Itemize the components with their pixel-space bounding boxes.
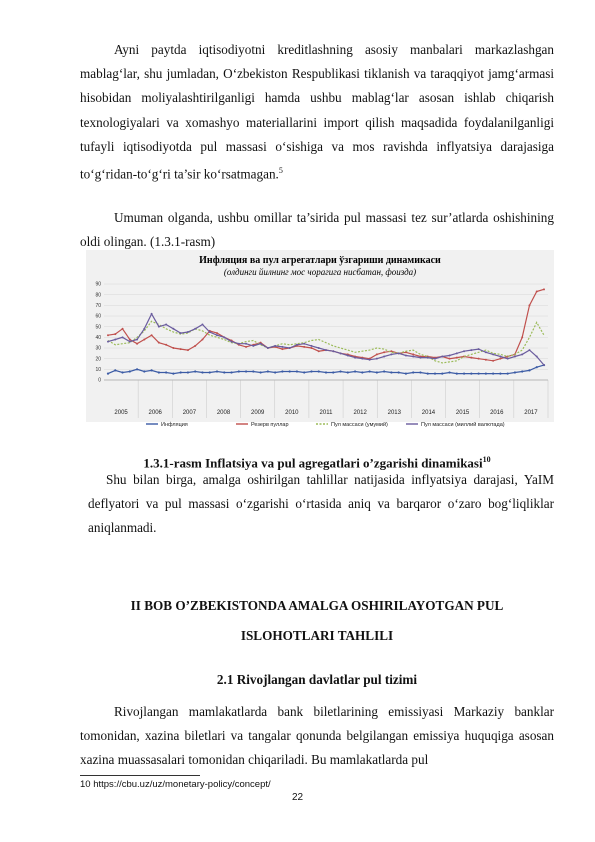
data-point bbox=[514, 356, 516, 358]
footnote-ref-10[interactable]: 10 bbox=[482, 455, 491, 464]
data-point bbox=[456, 352, 458, 354]
data-point bbox=[427, 373, 429, 375]
data-point bbox=[514, 371, 516, 373]
data-point bbox=[274, 345, 276, 347]
data-point bbox=[158, 342, 160, 344]
section-title: 2.1 Rivojlangan davlatlar pul tizimi bbox=[216, 672, 418, 687]
legend-label: Резерв пуллар bbox=[251, 422, 289, 428]
paragraph-analysis-results: Shu bilan birga, amalga oshirilgan tahlillar natijasida inflyatsiya darajasi, YaIM deflyatori va pul massasi o‘zgarishi o‘rtasida aniq va barqaror o‘zaro bog‘liqliklar aniqlanmadi. bbox=[88, 472, 554, 536]
data-point bbox=[536, 356, 538, 358]
data-point bbox=[383, 370, 385, 372]
data-point bbox=[180, 371, 182, 373]
data-point bbox=[347, 354, 349, 356]
y-tick-label: 80 bbox=[95, 292, 101, 299]
data-point bbox=[492, 373, 494, 375]
data-point bbox=[383, 351, 385, 353]
data-point bbox=[187, 371, 189, 373]
data-point bbox=[470, 357, 472, 359]
x-year-label: 2009 bbox=[251, 410, 265, 416]
data-point bbox=[107, 341, 109, 343]
data-point bbox=[216, 334, 218, 336]
data-point bbox=[267, 347, 269, 349]
data-point bbox=[318, 347, 320, 349]
data-point bbox=[303, 346, 305, 348]
data-point bbox=[340, 352, 342, 354]
data-point bbox=[434, 358, 436, 360]
data-point bbox=[376, 353, 378, 355]
data-point bbox=[339, 370, 341, 372]
data-point bbox=[492, 353, 494, 355]
data-point bbox=[252, 370, 254, 372]
data-point bbox=[318, 350, 320, 352]
data-point bbox=[463, 373, 465, 375]
data-point bbox=[172, 347, 174, 349]
x-year-label: 2006 bbox=[148, 410, 162, 416]
data-point bbox=[296, 344, 298, 346]
data-point bbox=[114, 338, 116, 340]
data-point bbox=[463, 350, 465, 352]
data-point bbox=[180, 332, 182, 334]
data-point bbox=[310, 347, 312, 349]
x-year-label: 2010 bbox=[285, 410, 299, 416]
data-point bbox=[332, 371, 334, 373]
data-point bbox=[296, 370, 298, 372]
data-point bbox=[456, 357, 458, 359]
data-point bbox=[245, 346, 247, 348]
y-tick-label: 30 bbox=[95, 345, 101, 352]
data-point bbox=[528, 369, 530, 371]
data-point bbox=[369, 359, 371, 361]
data-point bbox=[528, 304, 530, 306]
x-year-label: 2013 bbox=[387, 410, 401, 416]
legend-label: Пул массаси (миллий валютада) bbox=[421, 422, 505, 428]
x-year-label: 2008 bbox=[216, 410, 231, 416]
data-point bbox=[485, 351, 487, 353]
data-point bbox=[245, 343, 247, 345]
data-point bbox=[536, 366, 538, 368]
data-point bbox=[449, 358, 451, 360]
data-point bbox=[521, 353, 523, 355]
chart-subtitle: (олдинги йилнинг мос чорагига нисбатан, фоизда) bbox=[223, 267, 417, 277]
data-point bbox=[230, 371, 232, 373]
data-point bbox=[165, 371, 167, 373]
data-point bbox=[136, 343, 138, 345]
data-point bbox=[361, 358, 363, 360]
data-point bbox=[180, 348, 182, 350]
data-point bbox=[507, 373, 509, 375]
data-point bbox=[158, 326, 160, 328]
data-point bbox=[245, 370, 247, 372]
data-point bbox=[398, 352, 400, 354]
legend-label: Пул массаси (умумий) bbox=[331, 422, 388, 428]
data-point bbox=[470, 349, 472, 351]
data-point bbox=[478, 348, 480, 350]
data-point bbox=[354, 357, 356, 359]
data-point bbox=[376, 371, 378, 373]
data-point bbox=[448, 371, 450, 373]
data-point bbox=[543, 288, 545, 290]
data-point bbox=[194, 345, 196, 347]
data-point bbox=[543, 364, 545, 366]
data-point bbox=[412, 371, 414, 373]
data-point bbox=[143, 370, 145, 372]
data-point bbox=[209, 371, 211, 373]
data-point bbox=[281, 370, 283, 372]
y-tick-label: 60 bbox=[95, 313, 101, 320]
data-point bbox=[151, 369, 153, 371]
data-point bbox=[485, 373, 487, 375]
data-point bbox=[158, 371, 160, 373]
paragraph-money-supply: Umuman olganda, ushbu omillar ta’sirida pul massasi tez sur’atlarda oshishining oldi olingan. (1.3.1-rasm) bbox=[80, 210, 554, 250]
data-point bbox=[507, 358, 509, 360]
data-point bbox=[216, 370, 218, 372]
data-point bbox=[390, 353, 392, 355]
chapter-title-line1: II BOB O’ZBEKISTONDA AMALGA OSHIRILAYOTGAN PUL bbox=[130, 598, 504, 613]
data-point bbox=[427, 357, 429, 359]
data-point bbox=[201, 324, 203, 326]
footnote-10[interactable]: 10 https://cbu.uz/uz/monetary-policy/concept/ bbox=[80, 779, 271, 790]
data-point bbox=[143, 328, 145, 330]
data-point bbox=[223, 336, 225, 338]
data-point bbox=[332, 350, 334, 352]
x-year-label: 2017 bbox=[524, 410, 538, 416]
data-point bbox=[143, 338, 145, 340]
data-point bbox=[412, 353, 414, 355]
x-year-label: 2015 bbox=[455, 410, 470, 416]
data-point bbox=[165, 344, 167, 346]
y-tick-label: 20 bbox=[95, 356, 101, 363]
data-point bbox=[129, 370, 131, 372]
data-point bbox=[194, 370, 196, 372]
y-tick-label: 90 bbox=[95, 281, 101, 288]
x-year-label: 2016 bbox=[490, 410, 504, 416]
data-point bbox=[361, 371, 363, 373]
data-point bbox=[121, 371, 123, 373]
inflation-chart bbox=[86, 250, 554, 428]
data-point bbox=[485, 359, 487, 361]
caption-text: 1.3.1-rasm Inflatsiya va pul agregatlari o’zgarishi dinamikasi bbox=[143, 455, 483, 471]
y-tick-label: 50 bbox=[95, 324, 101, 331]
data-point bbox=[405, 373, 407, 375]
data-point bbox=[478, 373, 480, 375]
series-line-2 bbox=[108, 321, 544, 363]
data-point bbox=[499, 373, 501, 375]
x-year-label: 2007 bbox=[182, 410, 197, 416]
data-point bbox=[419, 357, 421, 359]
y-tick-label: 70 bbox=[95, 303, 101, 310]
data-point bbox=[165, 324, 167, 326]
data-point bbox=[194, 328, 196, 330]
data-point bbox=[419, 371, 421, 373]
data-point bbox=[238, 343, 240, 345]
data-point bbox=[136, 368, 138, 370]
data-point bbox=[274, 371, 276, 373]
data-point bbox=[172, 373, 174, 375]
chart-svg bbox=[86, 250, 554, 428]
data-point bbox=[521, 336, 523, 338]
data-point bbox=[441, 356, 443, 358]
legend-label: Инфляция bbox=[161, 422, 188, 428]
data-point bbox=[260, 343, 262, 345]
data-point bbox=[238, 370, 240, 372]
data-point bbox=[390, 371, 392, 373]
data-point bbox=[122, 336, 124, 338]
data-point bbox=[281, 348, 283, 350]
data-point bbox=[405, 354, 407, 356]
data-point bbox=[434, 373, 436, 375]
chart-title: Инфляция ва пул агрегатлари ўзгариши динамикаси bbox=[199, 255, 441, 266]
data-point bbox=[318, 370, 320, 372]
data-point bbox=[114, 333, 116, 335]
footnote-separator bbox=[80, 775, 200, 776]
data-point bbox=[187, 349, 189, 351]
data-point bbox=[129, 341, 131, 343]
data-point bbox=[449, 354, 451, 356]
data-point bbox=[521, 370, 523, 372]
paragraph-text: Ayni paytda iqtisodiyotni kreditlashning asosiy manbalari markazlashgan mablag‘lar, shu jumladan, O‘zbekiston Respublikasi tiklanish va taraqqiyot jamg‘armasi hisobidan moliyalashtirilganligi hamda ushbu mablag‘lar asosan ishlab chiqarish texnologiyalari va xomashyo materiallarini import qilish maqsadida foydalanilganligi tufayli iqtisodiyotda pul massasi o‘sishiga va mos ravishda inflyatsiya darajasiga to‘g‘ridan-to‘g‘ri ta’sir ko‘rsatmagan. bbox=[80, 42, 554, 182]
data-point bbox=[528, 349, 530, 351]
data-point bbox=[492, 360, 494, 362]
y-tick-label: 10 bbox=[95, 367, 101, 374]
data-point bbox=[289, 370, 291, 372]
data-point bbox=[470, 373, 472, 375]
series-line-3 bbox=[108, 314, 544, 365]
data-point bbox=[267, 370, 269, 372]
data-point bbox=[289, 347, 291, 349]
data-point bbox=[303, 371, 305, 373]
data-point bbox=[310, 370, 312, 372]
data-point bbox=[441, 373, 443, 375]
data-point bbox=[310, 345, 312, 347]
x-year-label: 2005 bbox=[114, 410, 128, 416]
data-point bbox=[114, 369, 116, 371]
chapter-title-line2: ISLOHOTLARI TAHLILI bbox=[240, 628, 394, 643]
data-point bbox=[201, 338, 203, 340]
data-point bbox=[136, 338, 138, 340]
data-point bbox=[151, 334, 153, 336]
paragraph-developed-countries: Rivojlangan mamlakatlarda bank biletlarining emissiyasi Markaziy banklar tomonidan, xazina biletlari va tangalar qonunda belgilangan emissiya huquqiga asosan xazina muassasalari tomonidan chiqariladi. Bu mamlakatlarda pul bbox=[80, 704, 554, 768]
data-point bbox=[303, 343, 305, 345]
y-tick-label: 40 bbox=[95, 335, 101, 342]
data-point bbox=[536, 290, 538, 292]
data-point bbox=[209, 331, 211, 333]
data-point bbox=[412, 356, 414, 358]
data-point bbox=[398, 371, 400, 373]
data-point bbox=[260, 371, 262, 373]
footnote-ref-5[interactable]: 5 bbox=[278, 166, 283, 176]
data-point bbox=[231, 341, 233, 343]
data-point bbox=[223, 371, 225, 373]
data-point bbox=[216, 332, 218, 334]
data-point bbox=[281, 346, 283, 348]
x-year-label: 2012 bbox=[353, 410, 367, 416]
paragraph-credit-sources bbox=[80, 38, 554, 187]
y-tick-label: 0 bbox=[98, 377, 101, 384]
data-point bbox=[383, 356, 385, 358]
data-point bbox=[369, 370, 371, 372]
data-point bbox=[325, 349, 327, 351]
data-point bbox=[456, 373, 458, 375]
data-point bbox=[201, 371, 203, 373]
data-point bbox=[122, 328, 124, 330]
data-point bbox=[499, 356, 501, 358]
data-point bbox=[172, 328, 174, 330]
data-point bbox=[129, 338, 131, 340]
x-year-label: 2014 bbox=[421, 410, 436, 416]
x-year-label: 2011 bbox=[319, 410, 333, 416]
data-point bbox=[107, 334, 109, 336]
data-point bbox=[325, 371, 327, 373]
data-point bbox=[187, 331, 189, 333]
data-point bbox=[151, 313, 153, 315]
data-point bbox=[376, 358, 378, 360]
data-point bbox=[347, 371, 349, 373]
data-point bbox=[478, 358, 480, 360]
data-point bbox=[499, 358, 501, 360]
data-point bbox=[354, 370, 356, 372]
data-point bbox=[107, 373, 109, 375]
page-number: 22 bbox=[291, 792, 304, 803]
data-point bbox=[252, 345, 254, 347]
